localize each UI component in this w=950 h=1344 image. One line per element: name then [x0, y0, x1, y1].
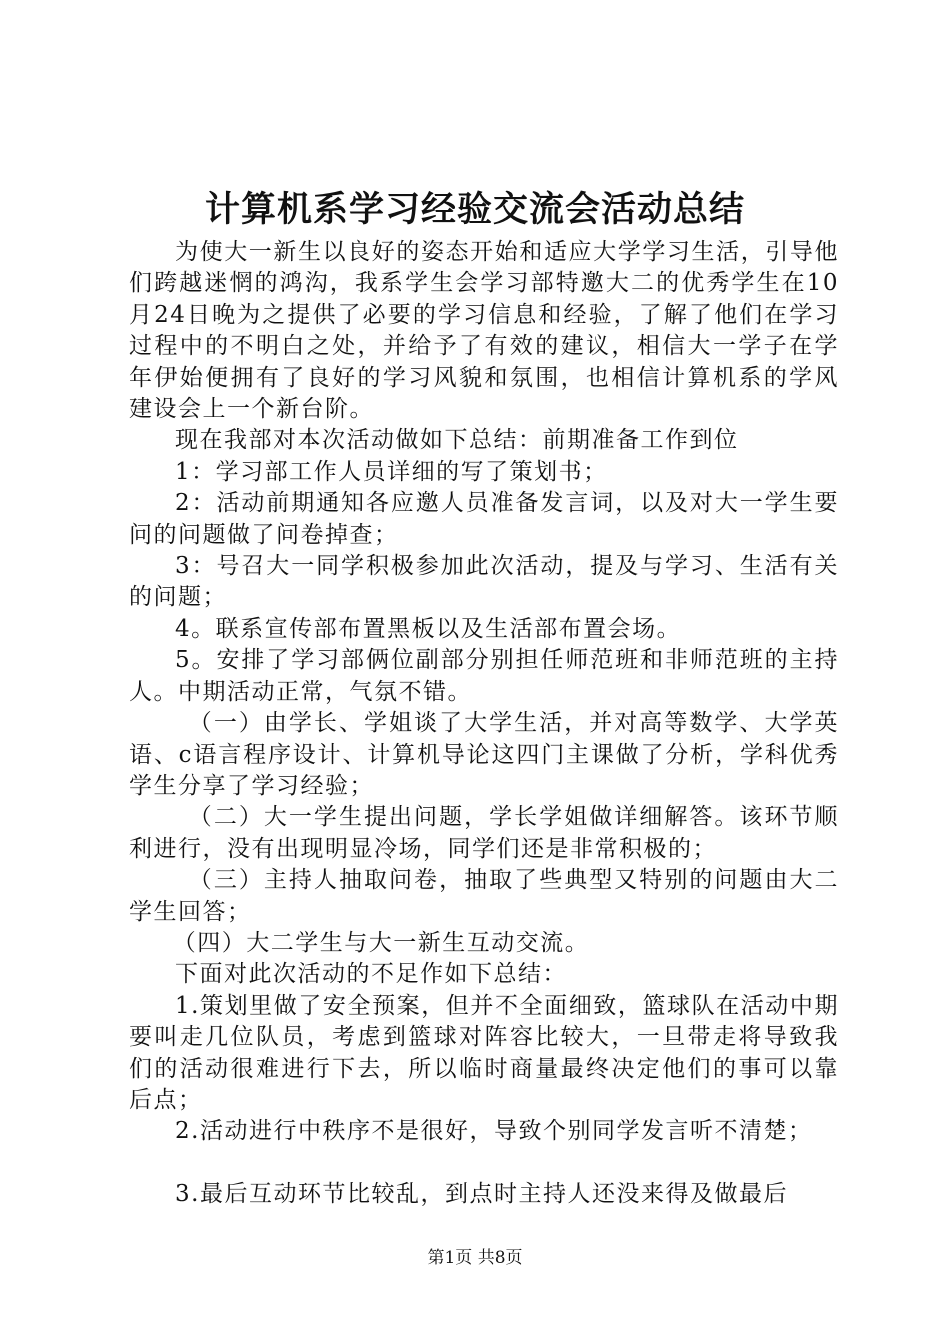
paragraph-mid-4: （四）大二学生与大一新生互动交流。 [172, 929, 590, 956]
paragraph-shortcoming-3: 3.最后互动环节比较乱，到点时主持人还没来得及做最后 [175, 1180, 788, 1207]
paragraph-summary-heading: 现在我部对本次活动做如下总结：前期准备工作到位 [175, 427, 739, 454]
paragraph-mid-1: （一）由学长、学姐谈了大学生活，并对高等数学、大学英语、c语言程序设计、计算机导论这四门主课做了分析，学科优秀学生分享了学习经验； [129, 710, 839, 799]
document-title: 计算机系学习经验交流会活动总结 [204, 189, 745, 230]
paragraph-prep-1: 1：学习部工作人员详细的写了策划书； [175, 458, 608, 485]
paragraph-prep-4: 4。联系宣传部布置黑板以及生活部布置会场。 [175, 615, 682, 642]
paragraph-shortcoming-2: 2.活动进行中秩序不是很好，导致个别同学发言听不清楚； [175, 1118, 813, 1145]
paragraph-mid-3: （三）主持人抽取问卷，抽取了些典型又特别的问题由大二学生回答； [129, 867, 839, 925]
paragraph-prep-3: 3：号召大一同学积极参加此次活动，提及与学习、生活有关的问题； [129, 553, 839, 611]
paragraph-prep-2: 2：活动前期通知各应邀人员准备发言词，以及对大一学生要问的问题做了问卷掉查； [129, 490, 839, 548]
paragraph-mid-2: （二）大一学生提出问题，学长学姐做详细解答。该环节顺利进行，没有出现明显冷场，同学们还是非常积极的； [129, 804, 839, 862]
paragraph-shortcoming-1: 1.策划里做了安全预案，但并不全面细致，篮球队在活动中期要叫走几位队员，考虑到篮球对阵容比较大，一旦带走将导致我们的活动很难进行下去，所以临时商量最终决定他们的事可以靠后点； [129, 992, 839, 1113]
page-footer: 第1页 共8页 [427, 1248, 523, 1268]
paragraph-intro: 为使大一新生以良好的姿态开始和适应大学学习生活，引导他们跨越迷惘的鸿沟，我系学生会学习部特邀大二的优秀学生在10月24日晚为之提供了必要的学习信息和经验，了解了他们在学习过程中的不明白之处，并给予了有效的建议，相信大一学子在学年伊始便拥有了良好的学习风貌和氛围，也相信计算机系的学风建设会上一个新台阶。 [129, 239, 839, 423]
paragraph-shortcomings-heading: 下面对此次活动的不足作如下总结： [175, 961, 567, 988]
paragraph-prep-5: 5。安排了学习部俩位副部分别担任师范班和非师范班的主持人。中期活动正常，气氛不错。 [129, 647, 839, 705]
document-body [129, 237, 839, 1210]
